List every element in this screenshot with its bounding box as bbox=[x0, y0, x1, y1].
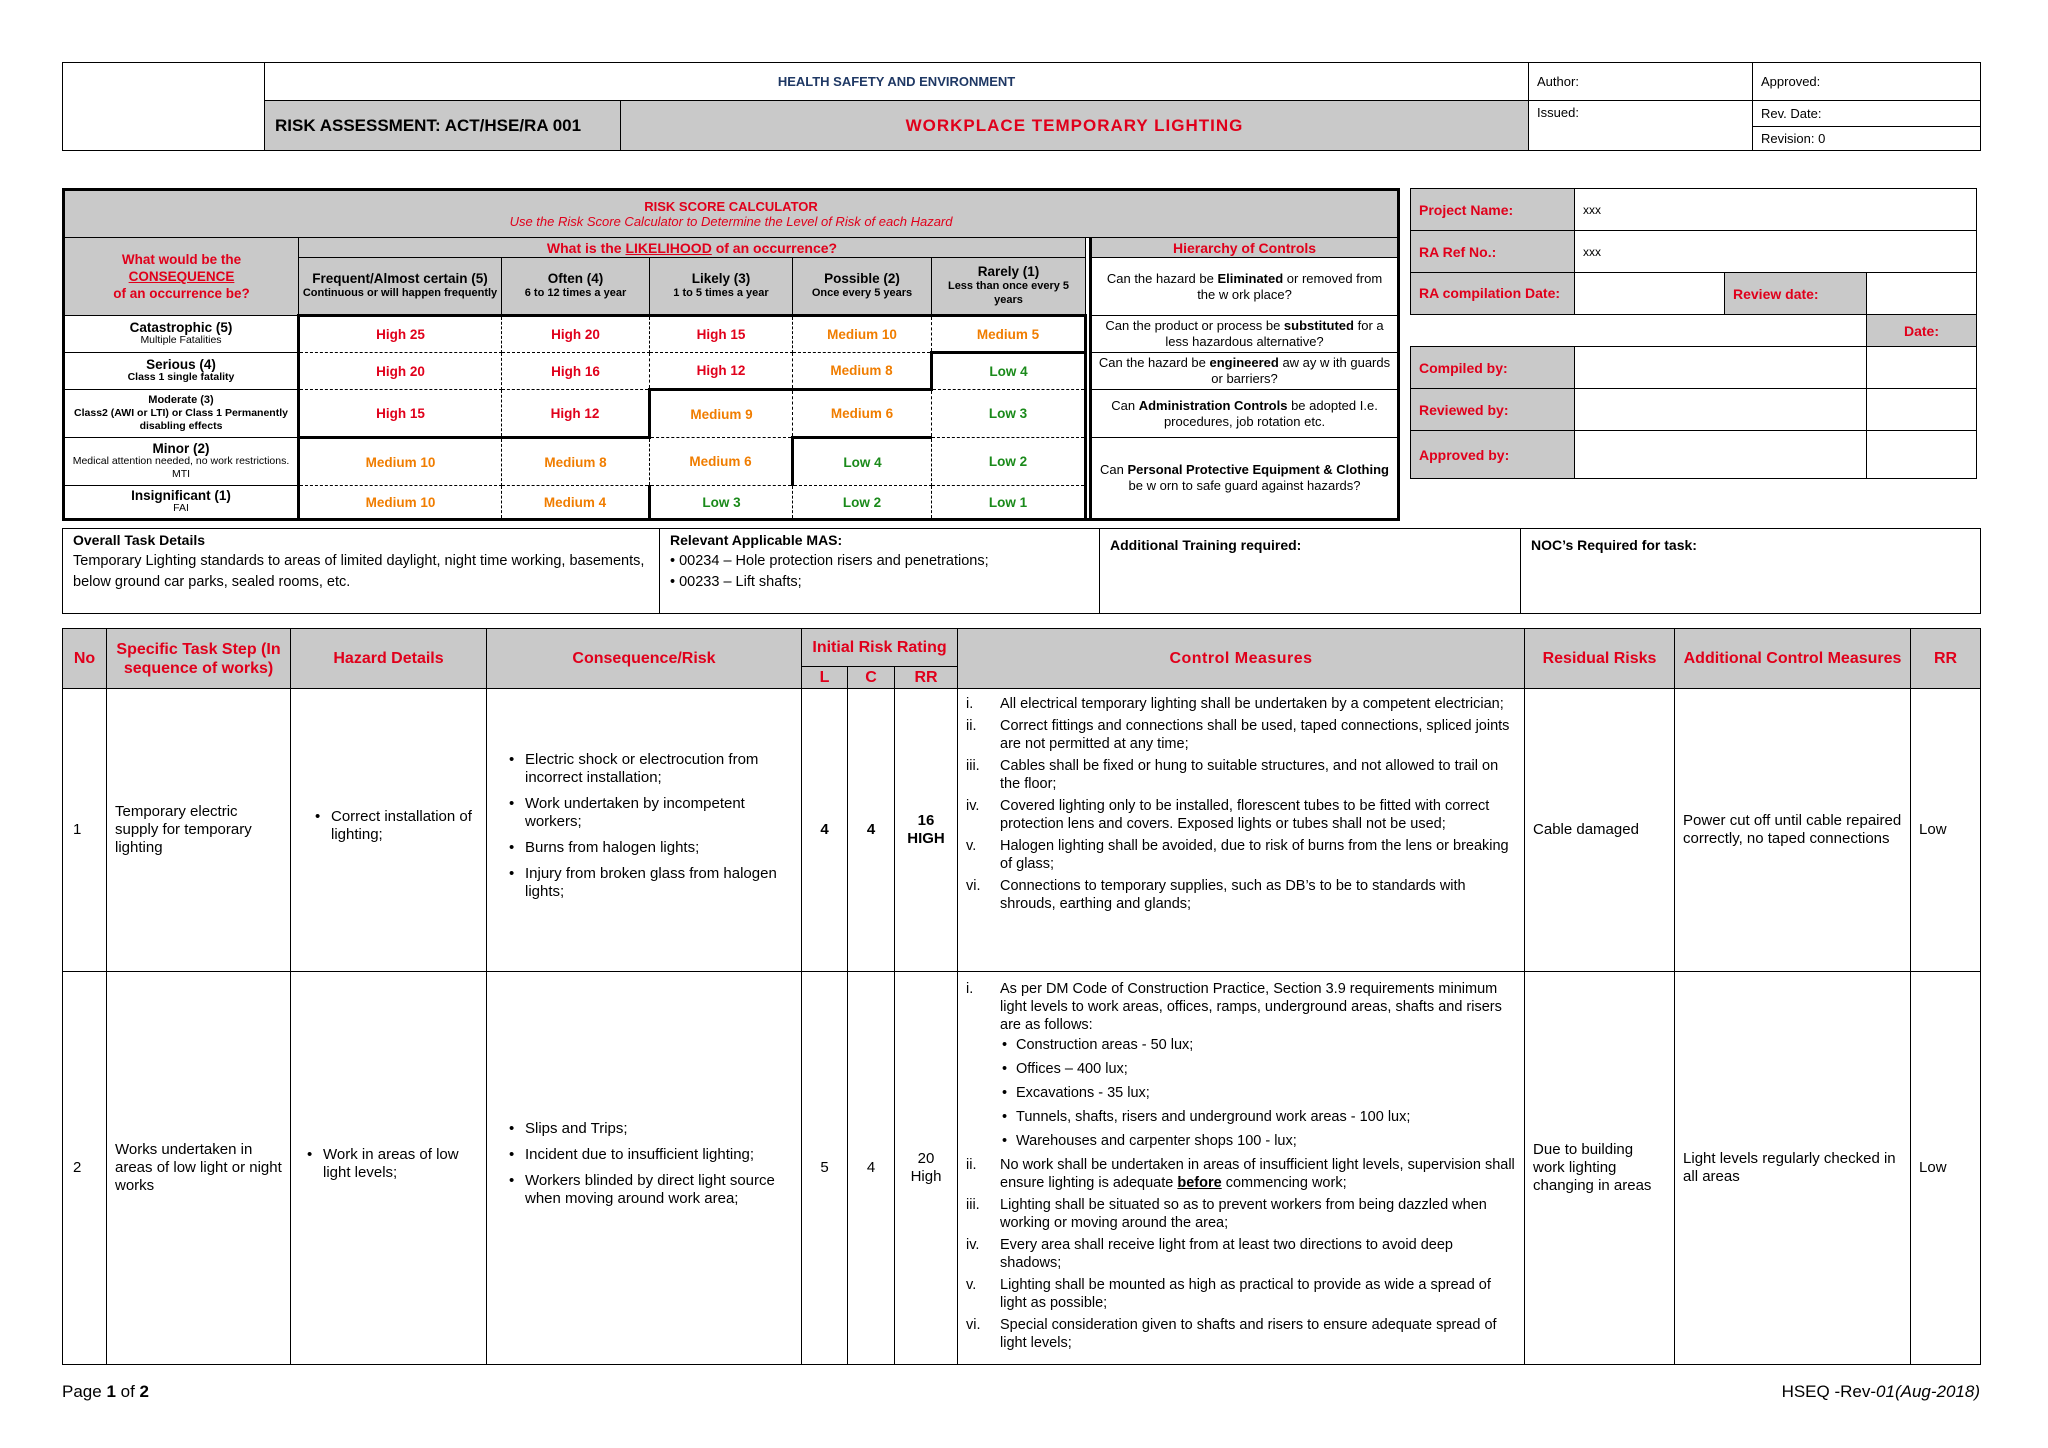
hoc-text: Can bbox=[1100, 462, 1128, 477]
calc-title-cell bbox=[64, 190, 1399, 238]
consequence-item: • Workers blinded by direct light source when moving around work area; bbox=[505, 1172, 791, 1208]
col-l: L bbox=[802, 667, 848, 689]
likelihood-title: Possible (2) bbox=[824, 271, 900, 286]
compilation-date-label: RA compilation Date: bbox=[1411, 273, 1575, 315]
control-number: iii. bbox=[966, 1197, 980, 1213]
risk-assessment-table bbox=[62, 628, 1981, 1365]
consequence-title: Moderate (3) bbox=[148, 394, 214, 406]
hoc-text: be w orn to safe guard against hazards? bbox=[1128, 478, 1361, 493]
lux-item: • Tunnels, shafts, risers and underground work areas - 100 lux; bbox=[1000, 1108, 1518, 1126]
control-item bbox=[960, 837, 1518, 873]
control-text: Every area shall receive light from at least two directions to avoid deep shadows; bbox=[1000, 1237, 1453, 1271]
hazard-item: • Work in areas of low light levels; bbox=[303, 1146, 480, 1182]
likelihood-desc: Once every 5 years bbox=[811, 287, 913, 299]
consequence-row-5 bbox=[64, 486, 299, 520]
control-number: vi. bbox=[966, 1317, 981, 1333]
likelihood-col-5 bbox=[932, 258, 1086, 316]
consequence-item: • Incident due to insufficient lighting; bbox=[505, 1146, 791, 1164]
calc-subtitle: Use the Risk Score Calculator to Determine the Level of Risk of each Hazard bbox=[509, 214, 953, 229]
hoc-text: Can the hazard be bbox=[1106, 270, 1218, 286]
hoc-item-5 bbox=[1091, 438, 1399, 520]
rr-level: High bbox=[910, 1168, 942, 1185]
likelihood-desc: 1 to 5 times a year bbox=[673, 287, 769, 299]
control-text: All electrical temporary lighting shall be undertaken by a competent electrician; bbox=[1000, 696, 1504, 712]
consequence-title: Insignificant (1) bbox=[131, 488, 231, 503]
approved-by-value[interactable] bbox=[1575, 431, 1867, 479]
consequence-item: • Work undertaken by incompetent workers; bbox=[505, 795, 791, 831]
consequence-desc: Multiple Fatalities bbox=[140, 334, 222, 346]
row-no: 2 bbox=[63, 972, 107, 1365]
control-item bbox=[960, 757, 1518, 793]
risk-score-cell: Low 4 bbox=[793, 438, 932, 486]
reviewed-by-value[interactable] bbox=[1575, 389, 1867, 431]
control-number: v. bbox=[966, 838, 977, 854]
lux-item: • Warehouses and carpenter shops 100 - lux; bbox=[1000, 1132, 1518, 1150]
risk-score-cell: Medium 8 bbox=[793, 353, 932, 390]
likelihood-title: Rarely (1) bbox=[977, 264, 1040, 279]
mas-item: • 00234 – Hole protection risers and penetrations; bbox=[670, 553, 989, 569]
hoc-bold: Eliminated bbox=[1217, 270, 1284, 286]
mas-item-text: 00234 – Hole protection risers and penetrations; bbox=[679, 553, 989, 569]
row-rr-initial bbox=[895, 972, 958, 1365]
consequence-desc: FAI bbox=[173, 502, 189, 514]
compilation-date-value[interactable] bbox=[1575, 273, 1725, 315]
likelihood-col-1 bbox=[299, 258, 502, 316]
consequence-title: Minor (2) bbox=[152, 441, 210, 456]
col-consequence: Consequence/Risk bbox=[487, 629, 802, 689]
row-additional: Light levels regularly checked in all areas bbox=[1675, 972, 1911, 1365]
row-l: 4 bbox=[802, 689, 848, 972]
approved-label: Approved: bbox=[1753, 63, 1981, 101]
project-name-value[interactable]: xxx bbox=[1575, 189, 1977, 231]
likelihood-desc: Continuous or will happen frequently bbox=[302, 287, 498, 299]
lux-item: • Offices – 400 lux; bbox=[1000, 1060, 1518, 1078]
risk-score-cell: High 12 bbox=[502, 390, 650, 438]
conseq-q-line3: of an occurrence be? bbox=[113, 286, 250, 301]
hoc-item-4 bbox=[1091, 390, 1399, 438]
risk-score-cell: High 15 bbox=[650, 316, 793, 353]
control-item: i. As per DM Code of Construction Practice, Section 3.9 requirements minimum light levels to work areas, offices, ramps, underground areas, shafts and risers are as follows: • Construction areas - 50 lux; • Offices – 400 lux; • Excavations - 35 lux; • Tunnels, shafts, risers and underground work areas - 100 lux; • Warehouses and carpenter shops 100 - lux; bbox=[960, 980, 1518, 1150]
likelihood-col-4 bbox=[793, 258, 932, 316]
hoc-eliminate bbox=[1091, 258, 1399, 316]
mas-item: • 00233 – Lift shafts; bbox=[670, 574, 802, 590]
compiled-date[interactable] bbox=[1867, 347, 1977, 389]
reviewed-by-label: Reviewed by: bbox=[1411, 389, 1575, 431]
control-emphasis: before bbox=[1177, 1175, 1222, 1191]
consequence-question bbox=[64, 238, 299, 316]
risk-score-cell: Medium 10 bbox=[793, 316, 932, 353]
consequence-item: • Burns from halogen lights; bbox=[505, 839, 791, 857]
consequence-desc: Class2 (AWI or LTI) or Class 1 Permanently disabling effects bbox=[74, 407, 288, 432]
hoc-bold: engineered bbox=[1209, 355, 1279, 370]
row-controls bbox=[958, 972, 1525, 1365]
rr-score: 20 bbox=[917, 1150, 935, 1167]
hoc-text: Can the product or process be bbox=[1105, 318, 1284, 333]
ra-ref-value[interactable]: xxx bbox=[1575, 231, 1977, 273]
approved-by-label: Approved by: bbox=[1411, 431, 1575, 479]
hoc-text: be adopted I.e. procedures, job rotation etc. bbox=[1163, 397, 1378, 429]
consequence-desc: Medical attention needed, no work restrictions. MTI bbox=[72, 455, 290, 480]
like-q3: of an occurrence? bbox=[711, 239, 838, 256]
col-hazard: Hazard Details bbox=[291, 629, 487, 689]
likelihood-col-2 bbox=[502, 258, 650, 316]
col-c: C bbox=[848, 667, 895, 689]
consequence-item: • Slips and Trips; bbox=[505, 1120, 791, 1138]
control-item bbox=[960, 1196, 1518, 1232]
hoc-bold: Personal Protective Equipment & Clothing bbox=[1127, 462, 1389, 477]
table-row bbox=[63, 972, 1981, 1365]
col-no: No bbox=[63, 629, 107, 689]
page-total: 2 bbox=[139, 1382, 149, 1401]
risk-score-cell: Low 3 bbox=[932, 390, 1086, 438]
control-number: iii. bbox=[966, 758, 980, 774]
risk-score-cell: High 12 bbox=[650, 353, 793, 390]
hoc-text: aw ay w ith guards or barriers? bbox=[1211, 355, 1391, 386]
risk-score-cell: Medium 10 bbox=[299, 438, 502, 486]
risk-score-cell: Medium 10 bbox=[299, 486, 502, 520]
likelihood-title: Likely (3) bbox=[691, 271, 751, 286]
hoc-text: for a less hazardous alternative? bbox=[1165, 318, 1384, 349]
row-c: 4 bbox=[848, 972, 895, 1365]
lux-item: • Excavations - 35 lux; bbox=[1000, 1084, 1518, 1102]
like-q2: LIKELIHOOD bbox=[625, 239, 712, 256]
risk-score-cell: High 20 bbox=[502, 316, 650, 353]
col-rr-initial: RR bbox=[895, 667, 958, 689]
hse-title: HEALTH SAFETY AND ENVIRONMENT bbox=[265, 63, 1529, 101]
conseq-q-line2: CONSEQUENCE bbox=[128, 269, 235, 284]
risk-score-cell: High 16 bbox=[502, 353, 650, 390]
row-controls bbox=[958, 689, 1525, 972]
control-text: As per DM Code of Construction Practice, Section 3.9 requirements minimum light levels to work areas, offices, ramps, underground areas, shafts and risers are as follows: bbox=[1000, 981, 1502, 1033]
page-text: Page bbox=[62, 1382, 107, 1401]
consequence-item: • Electric shock or electrocution from incorrect installation; bbox=[505, 751, 791, 787]
hoc-item-3 bbox=[1091, 353, 1399, 390]
risk-score-cell: High 15 bbox=[299, 390, 502, 438]
compiled-by-value[interactable] bbox=[1575, 347, 1867, 389]
task-details-table bbox=[62, 528, 1981, 614]
ref-version: 01(Aug-2018) bbox=[1876, 1382, 1980, 1401]
row-step bbox=[107, 689, 291, 972]
project-info-table bbox=[1410, 188, 1977, 479]
consequence-row-3 bbox=[64, 390, 299, 438]
col-rr: RR bbox=[1911, 629, 1981, 689]
risk-score-cell: Medium 6 bbox=[650, 438, 793, 486]
table-row bbox=[63, 689, 1981, 972]
hoc-title: Hierarchy of Controls bbox=[1091, 238, 1399, 258]
review-date-label: Review date: bbox=[1725, 273, 1867, 315]
header-table bbox=[62, 62, 1981, 151]
consequence-row-1 bbox=[64, 316, 299, 353]
control-text: Special consideration given to shafts and risers to ensure adequate spread of light levels; bbox=[1000, 1317, 1497, 1351]
hazard-item: • Correct installation of lighting; bbox=[311, 808, 480, 844]
col-step: Specific Task Step (In sequence of works) bbox=[107, 629, 291, 689]
mas-title: Relevant Applicable MAS: bbox=[670, 532, 843, 548]
control-text: Halogen lighting shall be avoided, due to risk of burns from the lens or breaking of glass; bbox=[1000, 838, 1509, 872]
project-name-label: Project Name: bbox=[1411, 189, 1575, 231]
likelihood-question bbox=[299, 238, 1086, 258]
conseq-q-line1: What would be the bbox=[121, 252, 242, 267]
mas-item-text: 00233 – Lift shafts; bbox=[679, 574, 802, 590]
consequence-row-2 bbox=[64, 353, 299, 390]
control-text: Correct fittings and connections shall be used, taped connections, spliced joints are not permitted at any time; bbox=[1000, 718, 1510, 752]
row-step-text: Temporary electric supply for temporary lighting bbox=[115, 803, 252, 856]
hoc-text: Can the hazard be bbox=[1098, 355, 1210, 370]
doc-title: WORKPLACE TEMPORARY LIGHTING bbox=[621, 101, 1529, 151]
control-item bbox=[960, 717, 1518, 753]
logo-area bbox=[63, 63, 265, 151]
ra-ref-label: RA Ref No.: bbox=[1411, 231, 1575, 273]
rr-score: 16 bbox=[917, 812, 935, 829]
control-text: Lighting shall be mounted as high as practical to provide as wide a spread of light as possible; bbox=[1000, 1277, 1491, 1311]
overall-task-title: Overall Task Details bbox=[73, 532, 206, 548]
row-rr-initial bbox=[895, 689, 958, 972]
col-residual: Residual Risks bbox=[1525, 629, 1675, 689]
date-label: Date: bbox=[1867, 315, 1977, 347]
row-c: 4 bbox=[848, 689, 895, 972]
control-item bbox=[960, 1316, 1518, 1352]
risk-score-cell: Medium 8 bbox=[502, 438, 650, 486]
overall-task-cell bbox=[63, 529, 660, 614]
control-text: commencing work; bbox=[1221, 1175, 1347, 1191]
row-additional: Power cut off until cable repaired correctly, no taped connections bbox=[1675, 689, 1911, 972]
hoc-bold: Administration Controls bbox=[1138, 397, 1288, 413]
risk-score-calculator bbox=[62, 188, 1400, 521]
col-additional: Additional Control Measures bbox=[1675, 629, 1911, 689]
noc-cell: NOC’s Required for task: bbox=[1521, 529, 1981, 614]
revision-label: Revision: 0 bbox=[1753, 127, 1981, 151]
like-q1: What is the bbox=[546, 239, 626, 256]
author-label: Author: bbox=[1529, 63, 1753, 101]
hoc-text: Can bbox=[1111, 397, 1139, 413]
row-residual: Cable damaged bbox=[1525, 689, 1675, 972]
risk-score-cell: Low 3 bbox=[650, 486, 793, 520]
hoc-bold: substituted bbox=[1283, 318, 1354, 333]
row-rr: Low bbox=[1911, 689, 1981, 972]
calc-title: RISK SCORE CALCULATOR bbox=[644, 199, 818, 214]
control-item: ii. No work shall be undertaken in areas of insufficient light levels, supervision shall ensure lighting is adequate before commencing work; bbox=[966, 1157, 1515, 1191]
consequence-title: Serious (4) bbox=[146, 357, 216, 372]
likelihood-title: Often (4) bbox=[547, 271, 604, 286]
row-no: 1 bbox=[63, 689, 107, 972]
mas-cell bbox=[660, 529, 1100, 614]
overall-task-text: Temporary Lighting standards to areas of limited daylight, night time working, basements, below ground car parks, sealed rooms, etc. bbox=[73, 553, 645, 590]
risk-score-cell: Low 2 bbox=[793, 486, 932, 520]
control-number: ii. bbox=[966, 718, 977, 734]
row-step: Works undertaken in areas of low light or night works bbox=[107, 972, 291, 1365]
risk-score-cell: High 25 bbox=[299, 316, 502, 353]
risk-score-cell: Medium 4 bbox=[502, 486, 650, 520]
row-rr: Low bbox=[1911, 972, 1981, 1365]
control-item bbox=[960, 797, 1518, 833]
consequence-row-4 bbox=[64, 438, 299, 486]
issued-label: Issued: bbox=[1529, 101, 1753, 151]
page-text: of bbox=[115, 1382, 140, 1401]
doc-reference bbox=[1782, 1382, 1980, 1402]
control-number: vi. bbox=[966, 878, 981, 894]
risk-score-cell: Medium 9 bbox=[650, 390, 793, 438]
rev-date-label: Rev. Date: bbox=[1753, 101, 1981, 127]
reviewed-date[interactable] bbox=[1867, 389, 1977, 431]
hoc-item-2 bbox=[1091, 316, 1399, 353]
control-item bbox=[960, 695, 1518, 713]
compiled-by-label: Compiled by: bbox=[1411, 347, 1575, 389]
control-text: Cables shall be fixed or hung to suitable structures, and not allowed to trail on the floor; bbox=[1000, 758, 1499, 792]
control-text: Lighting shall be situated so as to prevent workers from being dazzled when working or moving around the area; bbox=[1000, 1197, 1487, 1231]
training-cell: Additional Training required: bbox=[1100, 529, 1521, 614]
control-item bbox=[960, 877, 1518, 913]
control-text: Covered lighting only to be installed, florescent tubes to be fitted with correct protection lens and covers. Exposed lights or tubes shall not be used; bbox=[1000, 798, 1490, 832]
control-text: No work shall be undertaken in areas of insufficient light levels, supervision shall ensure lighting is adequate bbox=[1000, 1157, 1515, 1191]
consequence-title: Catastrophic (5) bbox=[129, 320, 233, 335]
risk-score-cell: Low 2 bbox=[932, 438, 1086, 486]
likelihood-col-3 bbox=[650, 258, 793, 316]
consequence-desc: Class 1 single fatality bbox=[127, 371, 235, 383]
control-item bbox=[960, 1236, 1518, 1272]
row-consequence bbox=[487, 972, 802, 1365]
row-l: 5 bbox=[802, 972, 848, 1365]
page-number bbox=[62, 1382, 149, 1402]
hoc-text: or removed from the w ork place? bbox=[1197, 270, 1383, 302]
col-control: Control Measures bbox=[958, 629, 1525, 689]
row-consequence bbox=[487, 689, 802, 972]
ref-text: HSEQ -Rev- bbox=[1781, 1382, 1877, 1401]
control-item bbox=[960, 1276, 1518, 1312]
control-number: v. bbox=[966, 1277, 977, 1293]
row-hazard bbox=[291, 972, 487, 1365]
blank-row bbox=[1411, 315, 1867, 347]
risk-score-cell: Low 4 bbox=[932, 353, 1086, 390]
risk-score-cell: Medium 5 bbox=[932, 316, 1086, 353]
likelihood-desc: Less than once every 5 years bbox=[947, 280, 1070, 306]
col-initial-risk: Initial Risk Rating bbox=[802, 629, 958, 667]
approved-date[interactable] bbox=[1867, 431, 1977, 479]
row-hazard bbox=[291, 689, 487, 972]
control-number: iv. bbox=[966, 1237, 980, 1253]
rr-level: HIGH bbox=[907, 830, 945, 847]
risk-score-cell: High 20 bbox=[299, 353, 502, 390]
row-residual: Due to building work lighting changing in areas bbox=[1525, 972, 1675, 1365]
risk-score-cell: Low 1 bbox=[932, 486, 1086, 520]
risk-score-cell: Medium 6 bbox=[793, 390, 932, 438]
control-number: iv. bbox=[966, 798, 980, 814]
control-number: i. bbox=[966, 696, 974, 712]
likelihood-desc: 6 to 12 times a year bbox=[524, 287, 627, 299]
control-text: Connections to temporary supplies, such as DB’s to be to standards with shrouds, earthing and glands; bbox=[1000, 878, 1466, 912]
review-date-value[interactable] bbox=[1867, 273, 1977, 315]
page-current: 1 bbox=[106, 1382, 116, 1401]
consequence-item: • Injury from broken glass from halogen lights; bbox=[505, 865, 791, 901]
likelihood-title: Frequent/Almost certain (5) bbox=[312, 271, 488, 286]
ra-number: RISK ASSESSMENT: ACT/HSE/RA 001 bbox=[265, 101, 621, 151]
lux-item: • Construction areas - 50 lux; bbox=[1000, 1036, 1518, 1054]
